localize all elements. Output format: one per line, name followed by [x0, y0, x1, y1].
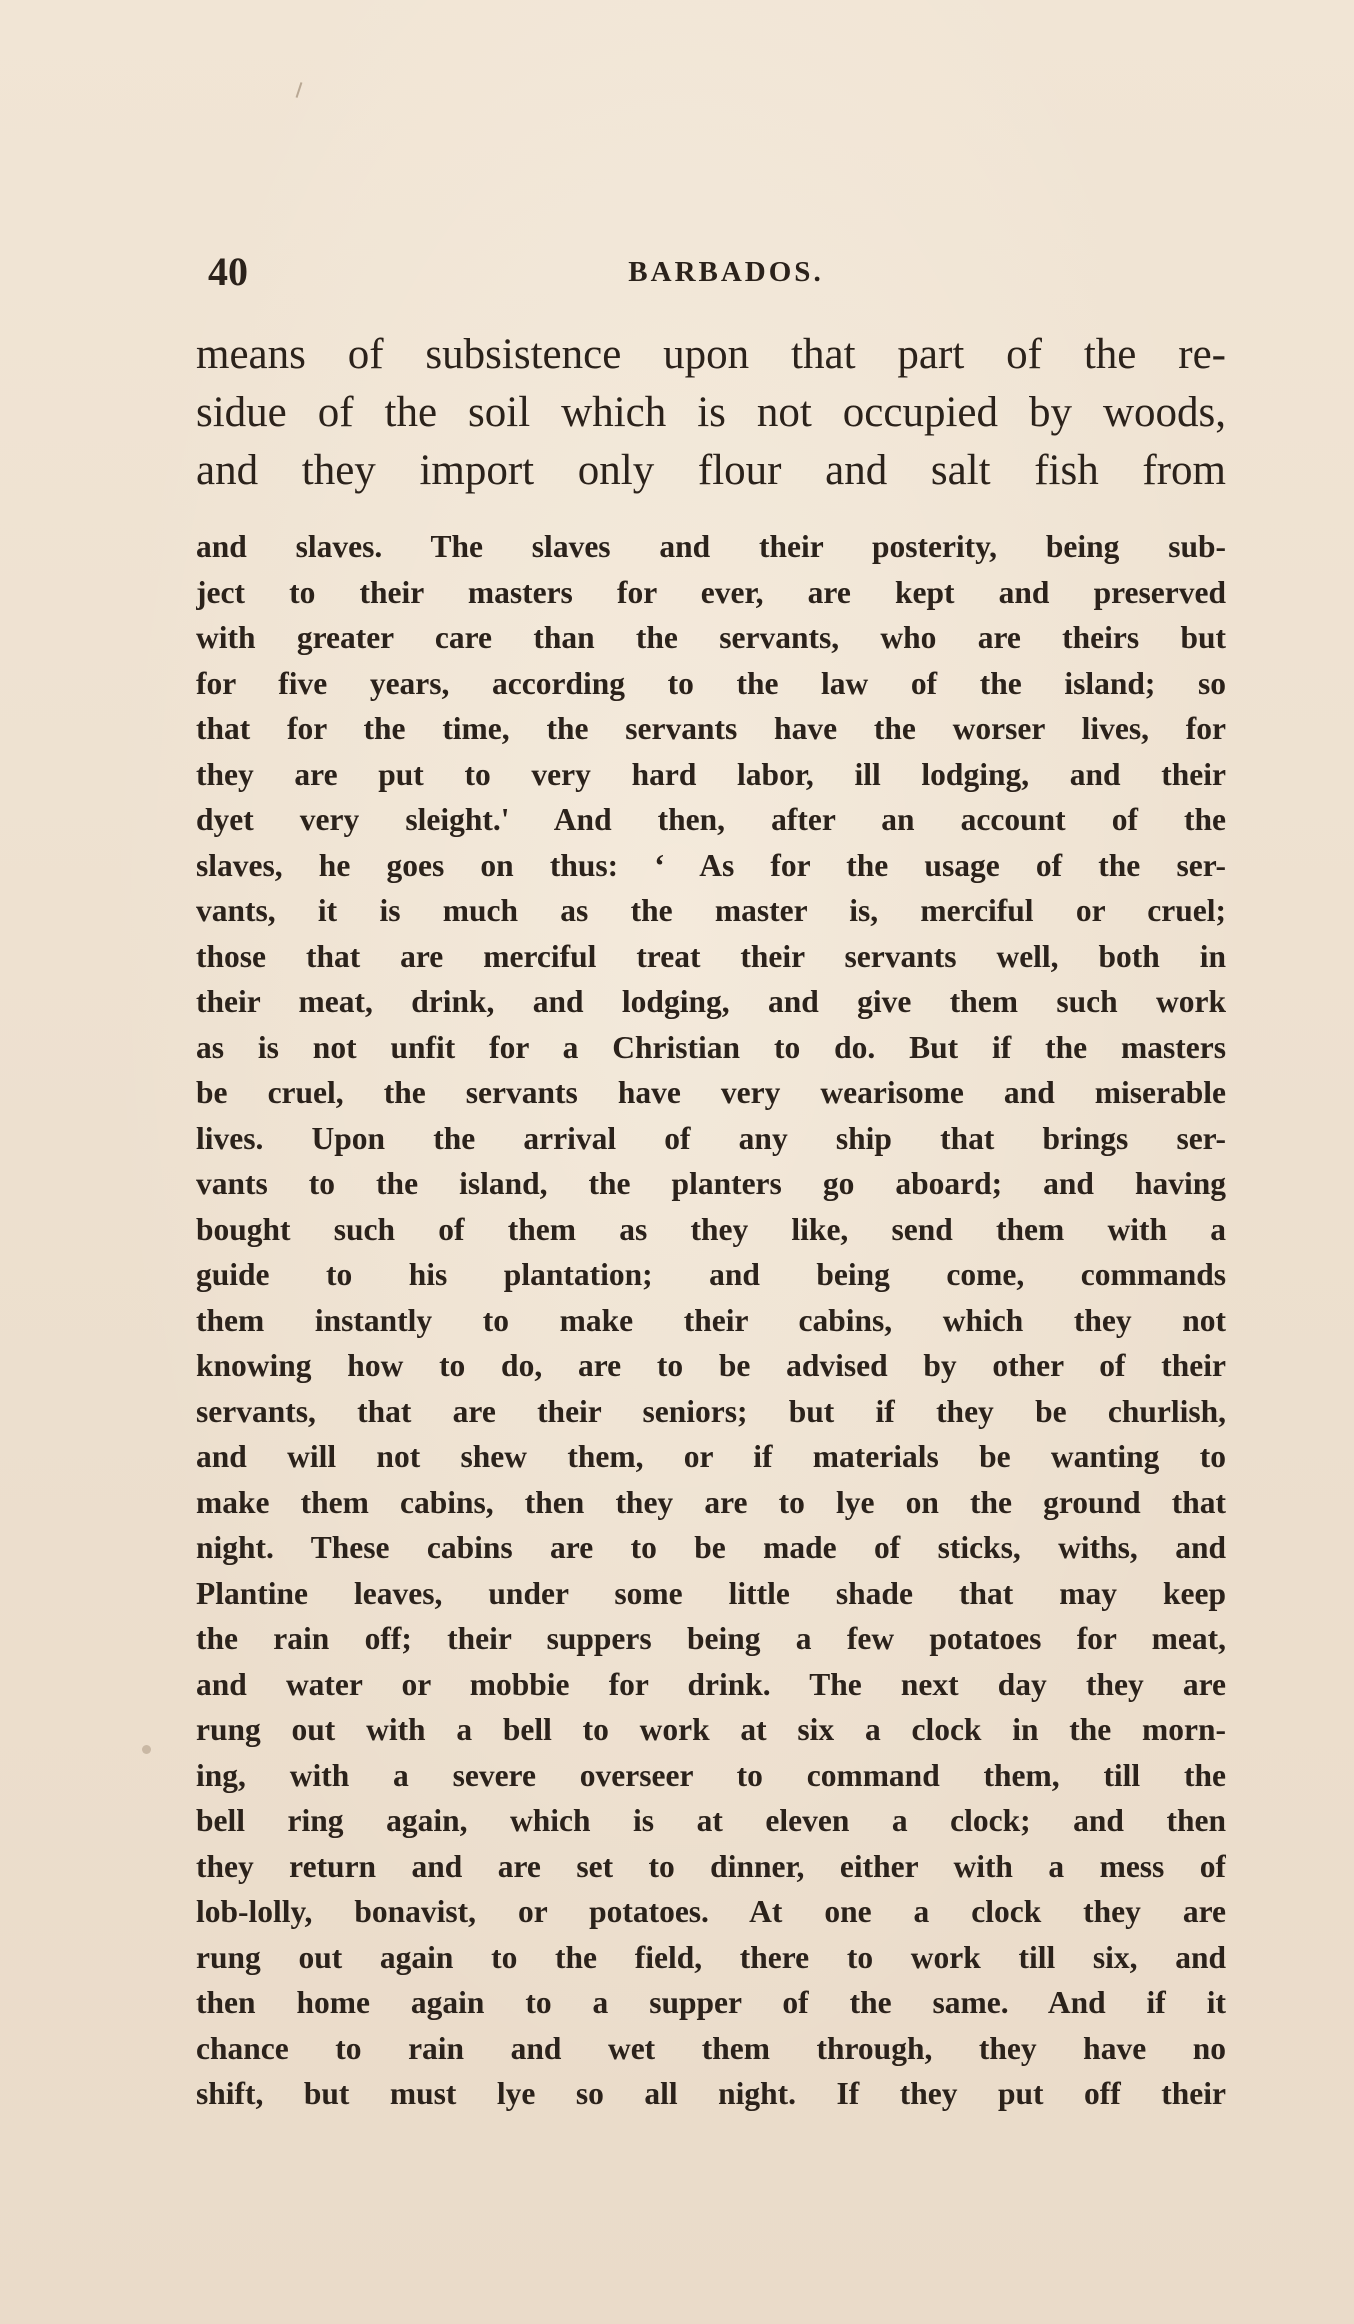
quote-line: servants, that are their seniors; but if they be churlish, — [196, 1393, 1226, 1429]
quotation-block — [196, 524, 1226, 2117]
page-number: 40 — [208, 249, 248, 294]
quote-line: guide to his plantation; and being come, commands — [196, 1257, 1226, 1292]
quote-line: they return and are set to dinner, either with a mess of — [196, 1848, 1226, 1884]
quote-line: for five years, according to the law of the island; so — [196, 665, 1226, 701]
quote-line: they are put to very hard labor, ill lodging, and their — [196, 756, 1226, 792]
stray-pencil-mark — [296, 82, 303, 98]
quote-line: Plantine leaves, under some little shade that may keep — [196, 1575, 1226, 1611]
quote-line: lob-lolly, bonavist, or potatoes. At one a clock they are — [196, 1894, 1226, 1929]
quote-line: make them cabins, then they are to lye on the ground that — [196, 1484, 1226, 1520]
quote-line: them instantly to make their cabins, which they not — [196, 1302, 1226, 1338]
quote-line: and water or mobbie for drink. The next day they are — [196, 1666, 1226, 1702]
quote-line: rung out with a bell to work at six a clock in the morn- — [196, 1712, 1226, 1747]
quote-line: vants, it is much as the master is, merciful or cruel; — [196, 893, 1226, 928]
quote-line: with greater care than the servants, who are theirs but — [196, 620, 1226, 655]
quote-line: and slaves. The slaves and their posterity, being sub- — [196, 529, 1226, 564]
quote-line: slaves, he goes on thus: ‘ As for the usage of the ser- — [196, 847, 1226, 883]
quote-line: knowing how to do, are to be advised by other of their — [196, 1348, 1226, 1383]
text-line: sidue of the soil which is not occupied by woods, — [196, 389, 1226, 436]
quote-line: night. These cabins are to be made of sticks, withs, and — [196, 1530, 1226, 1565]
quote-line: dyet very sleight.' And then, after an account of the — [196, 802, 1226, 837]
quote-line: ing, with a severe overseer to command them, till the — [196, 1757, 1226, 1793]
quote-line: shift, but must lye so all night. If they put off their — [196, 2076, 1226, 2111]
quote-line: those that are merciful treat their servants well, both in — [196, 938, 1226, 974]
quote-line: and will not shew them, or if materials be wanting to — [196, 1439, 1226, 1474]
quote-line: be cruel, the servants have very wearisome and miserable — [196, 1075, 1226, 1110]
quote-line: ject to their masters for ever, are kept and preserved — [196, 574, 1226, 610]
quote-line: their meat, drink, and lodging, and give them such work — [196, 984, 1226, 1019]
quote-line: chance to rain and wet them through, they have no — [196, 2030, 1226, 2066]
quote-line: bell ring again, which is at eleven a clock; and then — [196, 1803, 1226, 1838]
text-line: and they import only flour and salt fish from — [196, 447, 1226, 494]
quote-line: rung out again to the field, there to work till six, and — [196, 1939, 1226, 1975]
quote-line: that for the time, the servants have the worser lives, for — [196, 711, 1226, 746]
quote-line: as is not unfit for a Christian to do. But if the masters — [196, 1029, 1226, 1065]
quote-line: vants to the island, the planters go aboard; and having — [196, 1166, 1226, 1201]
paper-spot — [142, 1745, 151, 1754]
quote-line: the rain off; their suppers being a few potatoes for meat, — [196, 1621, 1226, 1656]
main-text-block — [196, 326, 1226, 500]
running-head — [196, 248, 1226, 296]
running-title: BARBADOS. — [628, 256, 824, 288]
quote-line: lives. Upon the arrival of any ship that brings ser- — [196, 1120, 1226, 1156]
quote-line: then home again to a supper of the same. And if it — [196, 1985, 1226, 2020]
text-line: means of subsistence upon that part of the re- — [196, 331, 1226, 378]
quote-line: bought such of them as they like, send them with a — [196, 1211, 1226, 1247]
